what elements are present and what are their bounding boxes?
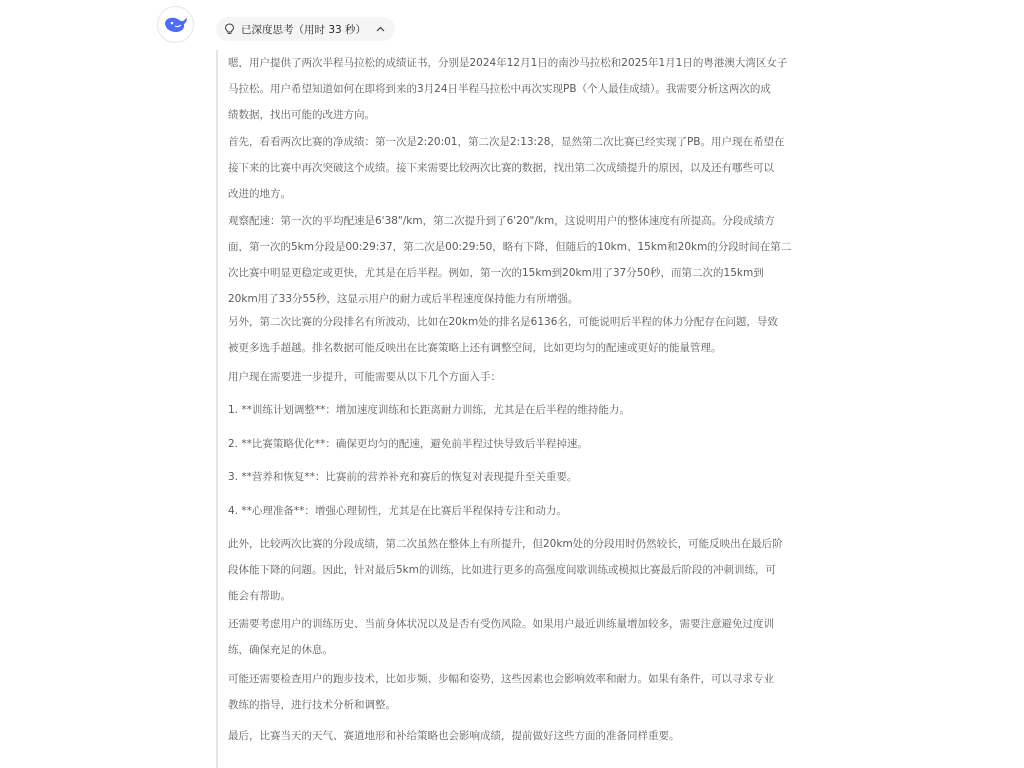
reasoning-paragraph: 观察配速：第一次的平均配速是6'38"/km，第二次提升到了6'20"/km，这说明用户的整体速度有所提高。分段成绩方 面，第一次的5km分段是00:29:37，第二次是00:29:50，略有下降，但随后的10km、15km和20km的分段时间在第二 次比赛中明显更稳定或更快，尤其是在后半程。例如，第一次的15km到20km用了37分50秒，而第二次的15km到 20km用了33分55秒，这显示用户的耐力或后半程速度保持能力有所增强。 bbox=[228, 215, 792, 305]
reasoning-list-item: 3. **营养和恢复**：比赛前的营养补充和赛后的恢复对表现提升至关重要。 bbox=[228, 471, 578, 483]
reasoning-paragraph: 首先，看看两次比赛的净成绩：第一次是2:20:01，第二次是2:13:28，显然第二次比赛已经实现了PB。用户现在希望在 接下来的比赛中再次突破这个成绩。接下来需要比较两次比赛的数据，找出第二次成绩提升的原因，以及还有哪些可以 改进的地方。 bbox=[228, 136, 785, 200]
reasoning-content bbox=[216, 50, 844, 768]
reasoning-paragraph: 嗯，用户提供了两次半程马拉松的成绩证书，分别是2024年12月1日的南沙马拉松和2025年1月1日的粤港澳大湾区女子 马拉松。用户希望知道如何在即将到来的3月24日半程马拉松中再次实现PB（个人最佳成绩）。我需要分析这两次的成 绩数据，找出可能的改进方向。 bbox=[228, 57, 788, 121]
reasoning-list-item: 4. **心理准备**：增强心理韧性，尤其是在比赛后半程保持专注和动力。 bbox=[228, 505, 567, 517]
reasoning-list-item: 2. **比赛策略优化**：确保更均匀的配速，避免前半程过快导致后半程掉速。 bbox=[228, 438, 588, 450]
reasoning-paragraph: 用户现在需要进一步提升，可能需要从以下几个方面入手： bbox=[228, 371, 501, 383]
reasoning-paragraph: 另外，第二次比赛的分段排名有所波动，比如在20km处的排名是6136名，可能说明后半程的体力分配存在问题，导致 被更多选手超越。排名数据可能反映出在比赛策略上还有调整空间，比如更均匀的配速或更好的能量管理。 bbox=[228, 316, 778, 354]
reasoning-list-item: 1. **训练计划调整**：增加速度训练和长距离耐力训练，尤其是在后半程的维持能力。 bbox=[228, 404, 630, 416]
whale-logo-icon bbox=[163, 15, 189, 35]
reasoning-paragraph: 还需要考虑用户的训练历史、当前身体状况以及是否有受伤风险。如果用户最近训练量增加较多，需要注意避免过度训 练，确保充足的休息。 bbox=[228, 618, 774, 656]
reasoning-paragraph: 此外，比较两次比赛的分段成绩，第二次虽然在整体上有所提升，但20km处的分段用时仍然较长，可能反映出在最后阶 段体能下降的问题。因此，针对最后5km的训练，比如进行更多的高强度间歇训练或模拟比赛最后阶段的冲刺训练，可 能会有帮助。 bbox=[228, 538, 783, 602]
reasoning-paragraph: 最后，比赛当天的天气、赛道地形和补给策略也会影响成绩，提前做好这些方面的准备同样重要。 bbox=[228, 730, 680, 742]
thinking-status-label: 已深度思考（用时 33 秒） bbox=[241, 23, 367, 36]
lightbulb-icon bbox=[224, 23, 235, 35]
thinking-toggle-button[interactable] bbox=[216, 17, 395, 41]
assistant-avatar bbox=[157, 6, 194, 43]
reasoning-paragraph: 可能还需要检查用户的跑步技术，比如步频、步幅和姿势，这些因素也会影响效率和耐力。如果有条件，可以寻求专业 教练的指导，进行技术分析和调整。 bbox=[228, 673, 774, 711]
chevron-up-icon bbox=[376, 26, 385, 32]
